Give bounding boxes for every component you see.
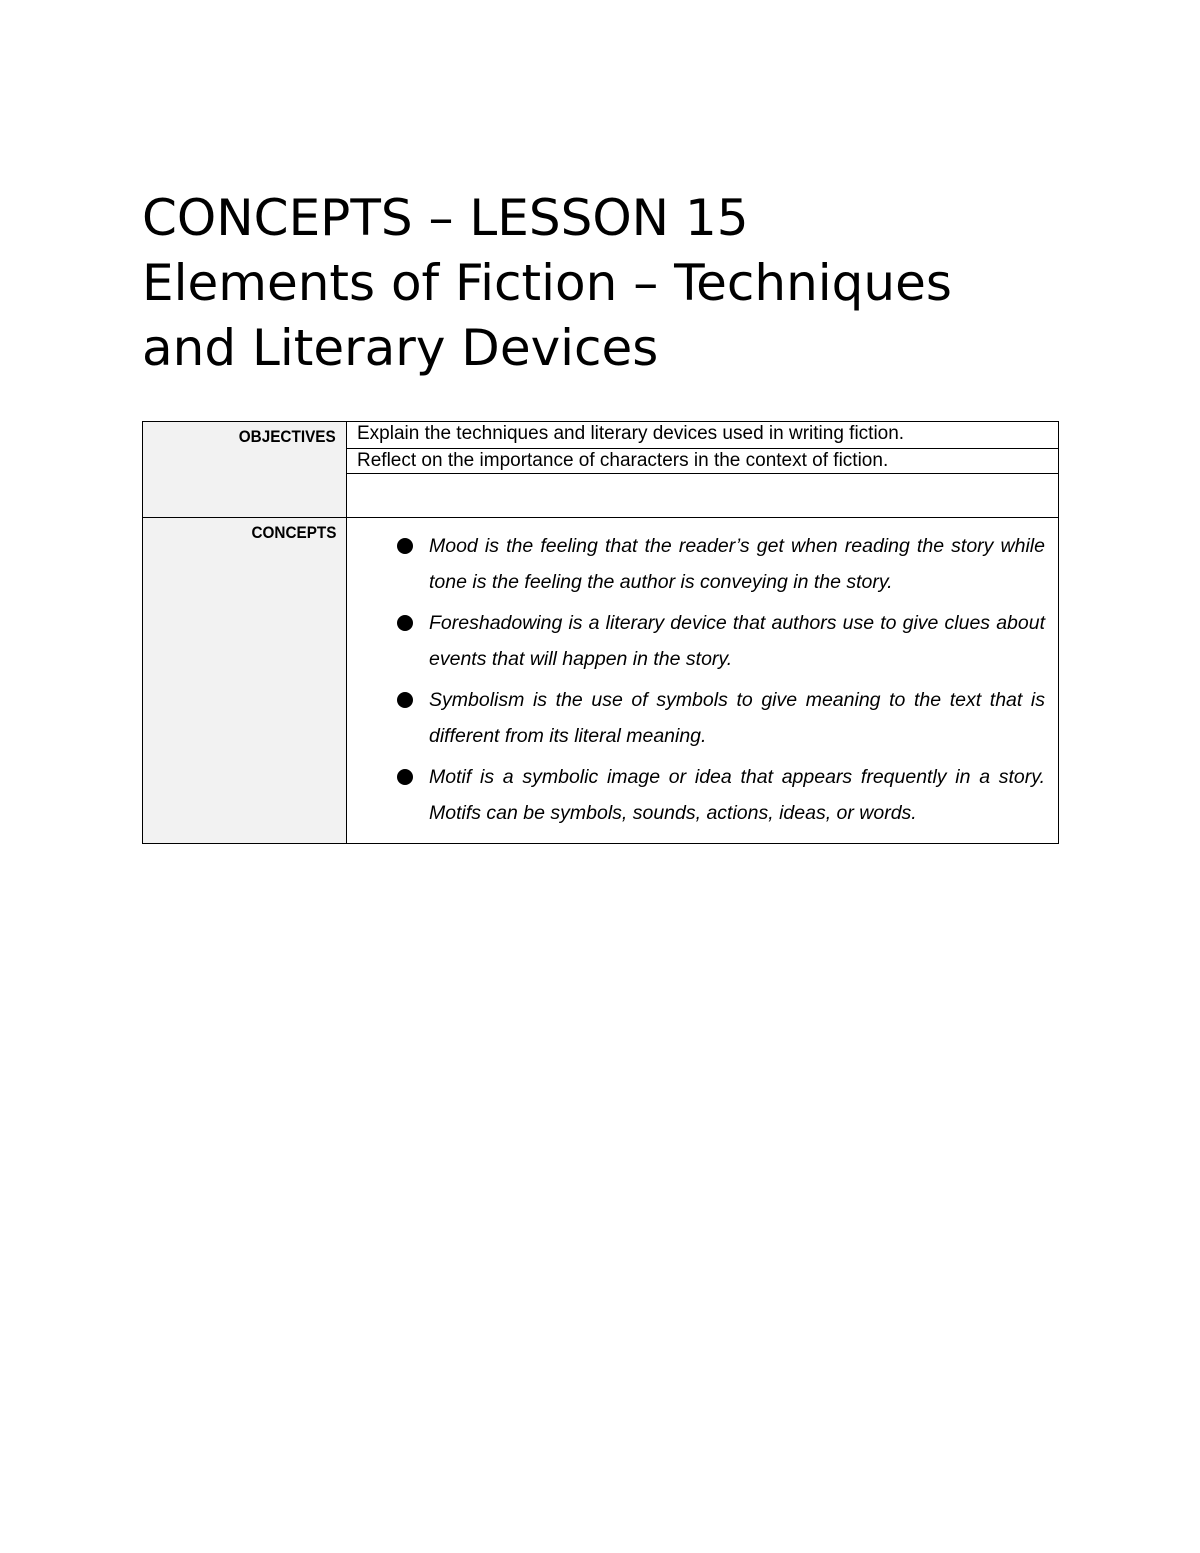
objective-text: Explain the techniques and literary devices used in writing fiction. [357,423,905,444]
concept-text: Symbolism is the use of symbols to give meaning to the text that is different from its literal meaning. [429,689,1045,747]
list-item [397,759,1045,831]
title-line-2: Elements of Fiction – Techniques [142,254,952,312]
bullet-dot-icon [397,692,413,708]
concept-text: Foreshadowing is a literary device that authors use to give clues about events that will happen in the story. [429,612,1045,670]
concepts-content-cell [346,517,1059,844]
objective-text: Reflect on the importance of characters in the context of fiction. [357,450,889,471]
objective-row [346,448,1059,474]
objective-row-empty [346,473,1059,518]
objective-row [346,421,1059,449]
bullet-dot-icon [397,769,413,785]
list-item [397,528,1045,600]
concepts-list [397,528,1045,836]
objectives-label: OBJECTIVES [239,427,336,446]
concepts-label-cell [142,517,347,844]
concept-text: Mood is the feeling that the reader’s get when reading the story while tone is the feeling the author is conveying in the story. [429,535,1045,593]
title-line-1: CONCEPTS – LESSON 15 [142,189,749,247]
list-item [397,682,1045,754]
concepts-label: CONCEPTS [250,523,336,542]
list-item [397,605,1045,677]
bullet-dot-icon [397,615,413,631]
concept-text: Motif is a symbolic image or idea that appears frequently in a story. Motifs can be symbols, sounds, actions, ideas, or words. [429,766,1045,824]
objectives-label-cell [142,421,347,518]
document-title [142,186,1062,381]
bullet-dot-icon [397,538,413,554]
title-line-3: and Literary Devices [142,319,659,377]
